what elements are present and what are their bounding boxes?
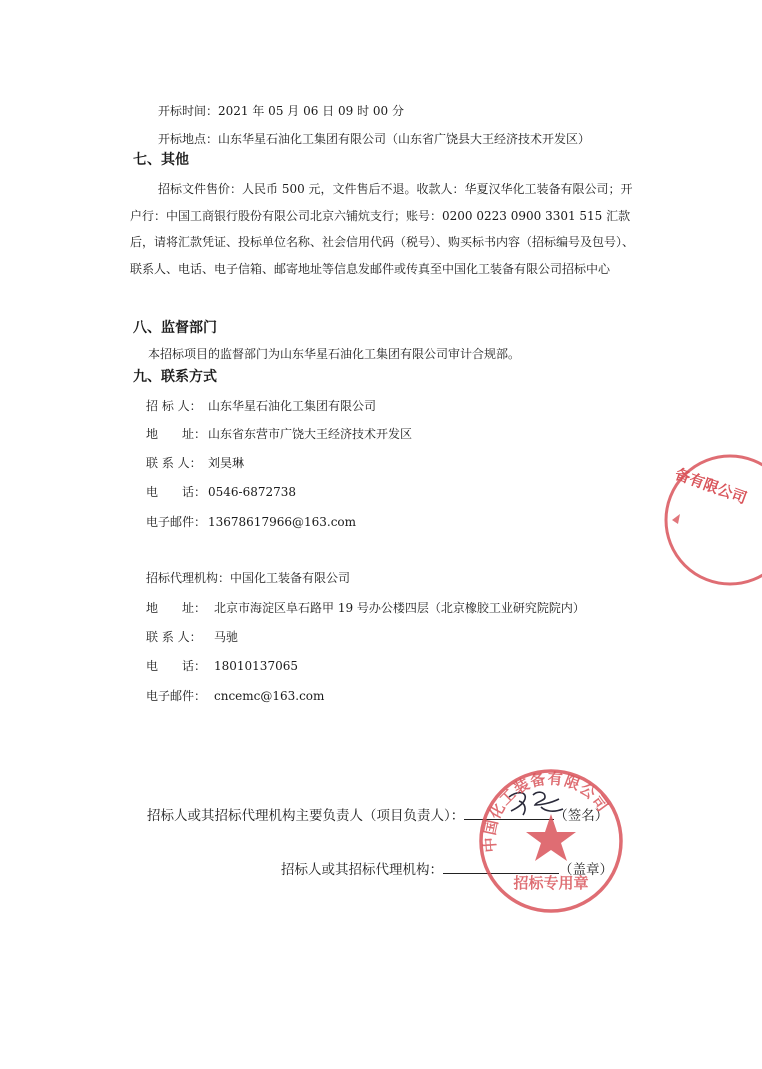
tenderer-address-row (146, 426, 412, 442)
partial-company-seal (662, 450, 762, 590)
responsible-suffix: （签名） (554, 808, 609, 824)
contact-label: 电子邮件： (146, 689, 207, 703)
contact-label: 电 话： (146, 659, 207, 673)
contact-value: 马驰 (214, 630, 239, 644)
section-8-body: 本招标项目的监督部门为山东华星石油化工集团有限公司审计合规部。 (148, 347, 521, 361)
agency-name-row (146, 570, 350, 586)
agency-phone-row (146, 658, 298, 674)
opening-time-value: 2021 年 05 月 06 日 09 时 00 分 (218, 104, 404, 118)
contact-label: 联 系 人： (146, 630, 202, 644)
contact-label: 地 址： (146, 427, 207, 441)
contact-label: 招标代理机构： (146, 571, 231, 585)
contact-value: 山东省东营市广饶大王经济技术开发区 (208, 427, 413, 441)
contact-label: 联 系 人： (146, 456, 202, 470)
agency-seal-label: 招标人或其招标代理机构： (281, 862, 443, 878)
opening-place-line (158, 131, 590, 147)
opening-time-label: 开标时间： (158, 104, 219, 118)
contact-value: 中国化工装备有限公司 (230, 571, 351, 585)
contact-value: 山东华星石油化工集团有限公司 (208, 399, 377, 413)
contact-value: 13678617966@163.com (208, 515, 357, 529)
contact-label: 招 标 人： (146, 399, 202, 413)
agency-email-row (146, 688, 324, 704)
seal-inner-text: 招标专用章 (513, 874, 589, 892)
section-7-body: 招标文件售价：人民币 500 元，文件售后不退。收款人：华夏汉华化工装备有限公司；开户行：中国工商银行股份有限公司北京六铺炕支行；账号：0200 0223 0900 3301 515 汇款后，请将汇款凭证、投标单位名称、社会信用代码（税号）、购买标书内容（招标编号及包号）、联系人、电话、电子信箱、邮寄地址等信息发邮件或传真至中国化工装备有限公司招标中心 (130, 182, 635, 276)
tenderer-email-row (146, 514, 356, 530)
contact-label: 电 话： (146, 485, 207, 499)
agency-contact-row (146, 629, 238, 645)
tenderer-phone-row (146, 484, 296, 500)
tenderer-contact-row (146, 455, 244, 471)
opening-place-value: 山东华星石油化工集团有限公司（山东省广饶县大王经济技术开发区） (218, 132, 591, 146)
section-7-heading: 七、其他 (133, 152, 189, 168)
contact-value: 0546-6872738 (208, 485, 297, 499)
agency-seal-suffix: （盖章） (559, 862, 613, 878)
tender-special-seal (476, 766, 626, 916)
agency-address-row (146, 600, 585, 616)
tenderer-name-row (146, 398, 376, 414)
responsible-label: 招标人或其招标代理机构主要负责人（项目负责人）： (147, 808, 465, 824)
contact-label: 电子邮件： (146, 515, 207, 529)
stamp-edge-text: 备有限公司 (672, 464, 750, 508)
contact-value: 刘昊琳 (208, 456, 245, 470)
section-8-heading: 八、监督部门 (133, 320, 217, 336)
seal-outer-text: 中国化工装备有限公司 (480, 769, 613, 854)
opening-time-line (158, 103, 404, 119)
contact-value: cncemc@163.com (214, 689, 325, 703)
seal-star-icon (526, 814, 576, 861)
section-9-heading: 九、联系方式 (133, 369, 217, 385)
opening-place-label: 开标地点： (158, 132, 219, 146)
contact-value: 18010137065 (214, 659, 298, 673)
contact-label: 地 址： (146, 601, 207, 615)
contact-value: 北京市海淀区阜石路甲 19 号办公楼四层（北京橡胶工业研究院院内） (214, 601, 585, 615)
